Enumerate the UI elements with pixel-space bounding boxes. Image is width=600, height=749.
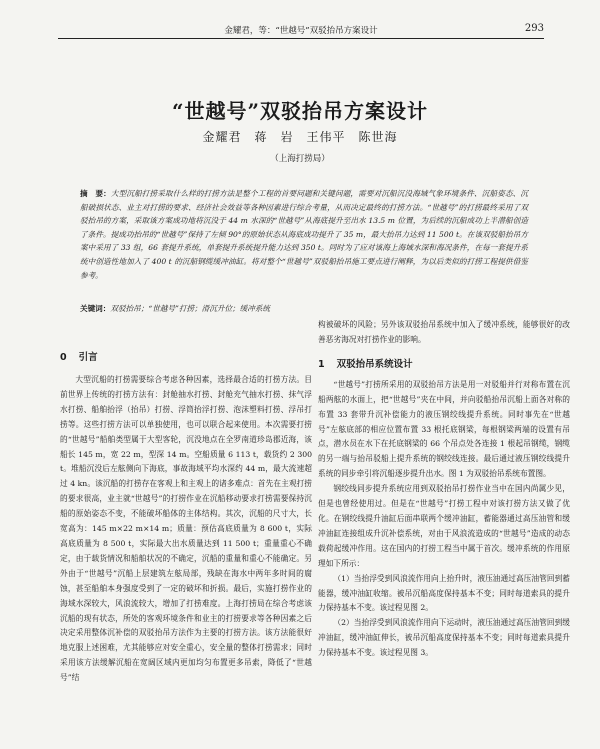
body-paragraph: （1）当抬浮受到风浪流作用向上抬升时，液压油通过高压油管回到蓄能器，缓冲油缸收缩。被吊沉船高度保持基本不变；同时每道索具的提升力保持基本不变。该过程见图 2。: [318, 573, 570, 613]
abstract: [80, 187, 528, 282]
body-paragraph: 构被破坏的风险；另外该双驳抬吊系统中加入了缓冲系统，能够很好的改善恶劣海况对打捞作业的影响。: [318, 320, 570, 344]
abstract-text: 大型沉船打捞采取什么样的打捞方法是整个工程的首要问题和关键问题，需要对沉船沉没海域气象环境条件、沉船姿态、沉船破损状态、业主对打捞的要求、经济社会效益等各种因素进行综合考量，从而决定最终的打捞方法。“世越号”的打捞最终采用了双驳抬吊的方案，采取该方案成功地将沉没于 44 m 水深的“世越号”从海底提升至出水 13.5 m 位置，为后续的沉船成功上半潜船创造了条件。提成功抬吊的“世越号”保持了左倾 90°的原始状态从海底成功提升了 35 m，最大抬吊力达到 11 500 t。在该双驳船抬吊方案中采用了 33 组，66 套提升系统，单套提升系统提升能力达到 350 t。同时为了应对该海上海域水深和海况条件，在每一套提升系统中创造性地加入了 400 t 的沉船钢缆缓冲油缸。将对整个“世越号”双驳船抬吊施工要点进行阐释，为以后类似的打捞工程提供借鉴参考。: [80, 189, 528, 280]
body-paragraph: 大型沉船的打捞需要综合考虑各种因素，选择最合适的打捞方法。目前世界上传统的打捞方法有：封舱抽水打捞、封舱充气抽水打捞、抹气浮水打捞、船舶抬浮（抬吊）打捞、浮筒抬浮打捞、泡沫塑料打捞、浮吊打捞等。这些打捞方法可以单独使用，也可以联合起来使用。本次需要打捞的“世越号”船舶类型属于大型客轮，沉没地点在全罗南道珍岛郡近海，该船长 145 m，宽 22 m，型深 14 m。空船质量 6 113 t，载货约 2 300 t。堆船沉没后左舷侧向下海底，事故海域平均水深约 44 m，最大流速超过 4 kn。该沉船的打捞存在客观上和主观上的诸多难点：首先在主观打捞的要求很高，业主就“世越号”的打捞作业在沉船移动要求打捞需要保持沉船的原始姿态不变，不能破坏船体的主体结构。其次，沉船的尺寸大，长宽高为：145 m×22 m×14 m；质量：预估高底质量为 8 600 t，实际高底质量为 8 500 t，实际最大出水质量达到 11 500 t；重量重心不确定，由于载货情况和船舶状况的不确定，沉船的重量和重心不能确定。另外由于“世越号”沉船上层建筑左舷局部，残缺在海水中两年多时间的腐蚀，甚至船舶本身强度受到了一定的破坏和折损。最后，实施打捞作业的海域水深较大，风浪流较大，增加了打捞难度。上海打捞局在综合考虑该沉船的现有状态，所处的客观环境条件和业主的打捞要求等各种因素之后决定采用整体沉补偿的双驳抬吊方法作为主要的打捞方法。该方法能很好地克服上述困难，尤其能够应对安全重心，安全量的整体打捞需求；同时采用该方法缓解沉船在宽阔区域内更加均匀布置更多吊索，降低了“世越号”结: [60, 375, 312, 683]
right-column: [318, 318, 570, 661]
section-heading-system-design: [318, 354, 570, 376]
section-number: 1: [318, 358, 325, 370]
abstract-label: 摘 要：: [80, 189, 111, 198]
left-column: [60, 347, 312, 686]
author-list: 金耀君 蒋 岩 王伟平 陈世海: [202, 130, 398, 144]
section-number: 0: [60, 352, 67, 363]
paper-title: “世越号”双驳抬吊方案设计: [171, 99, 428, 123]
keywords-label: 关键词：: [80, 304, 111, 313]
running-title: 金耀君，等：“世越号”双驳抬吊方案设计: [224, 26, 378, 36]
body-paragraph: 钢绞线同步提升系统应用到双驳抬吊打捞作业当中在国内尚属少见，但是也曾经使用过。但是在“世越号”打捞工程中对该打捞方法又做了优化。在钢绞线提升油缸后面串联两个缓冲油缸，蓄能器通过高压油管和缓冲油缸连接组成升沉补偿系统，对由于风浪流造成的“世越号”造成的动态载荷起缓冲作用。这在国内的打捞工程当中属于首次。缓冲系统的作用原理如下所示：: [318, 484, 570, 568]
section-title: 双驳抬吊系统设计: [336, 358, 413, 370]
body-paragraph: （2）当抬浮受到风浪流作用向下运动时，液压油通过高压油管回到缓冲油缸，缓冲油缸伸长，被吊沉船高度保持基本不变；同时每道索具提升力保持基本不变。该过程见图 3。: [318, 618, 570, 658]
section-title: 引言: [78, 352, 98, 363]
section-heading-introduction: [60, 347, 312, 369]
affiliation: （上海打捞局）: [270, 154, 330, 164]
running-header: [58, 22, 544, 39]
body-paragraph: “世越号”打捞所采用的双驳抬吊方法是用一对驳船并行对称布置在沉船两舷的水面上，把“世越号”夹在中间，并向驳船抬吊沉船上面各对称的布置 33 套带升沉补偿能力的液压钢绞线提升系统。同时事先在“世越号”左舷底部的相应位置布置 33 根托底钢梁，每根钢梁两端的设置有吊点，潜水员在水下在托底钢梁的 66 个吊点处各连接 1 根起吊钢缆，钢缆的另一端与抬吊驳船上提升系统的钢绞线连接。最后通过液压钢绞线提升系统的同步牵引将沉船逐步提升出水。图 1 为双驳抬吊系统布置图。: [318, 379, 570, 479]
page-number: 293: [524, 23, 544, 34]
keywords: [80, 302, 528, 315]
keywords-text: 双驳抬吊；“世越号”打捞；滑沉升位；缓冲系统: [110, 304, 271, 313]
